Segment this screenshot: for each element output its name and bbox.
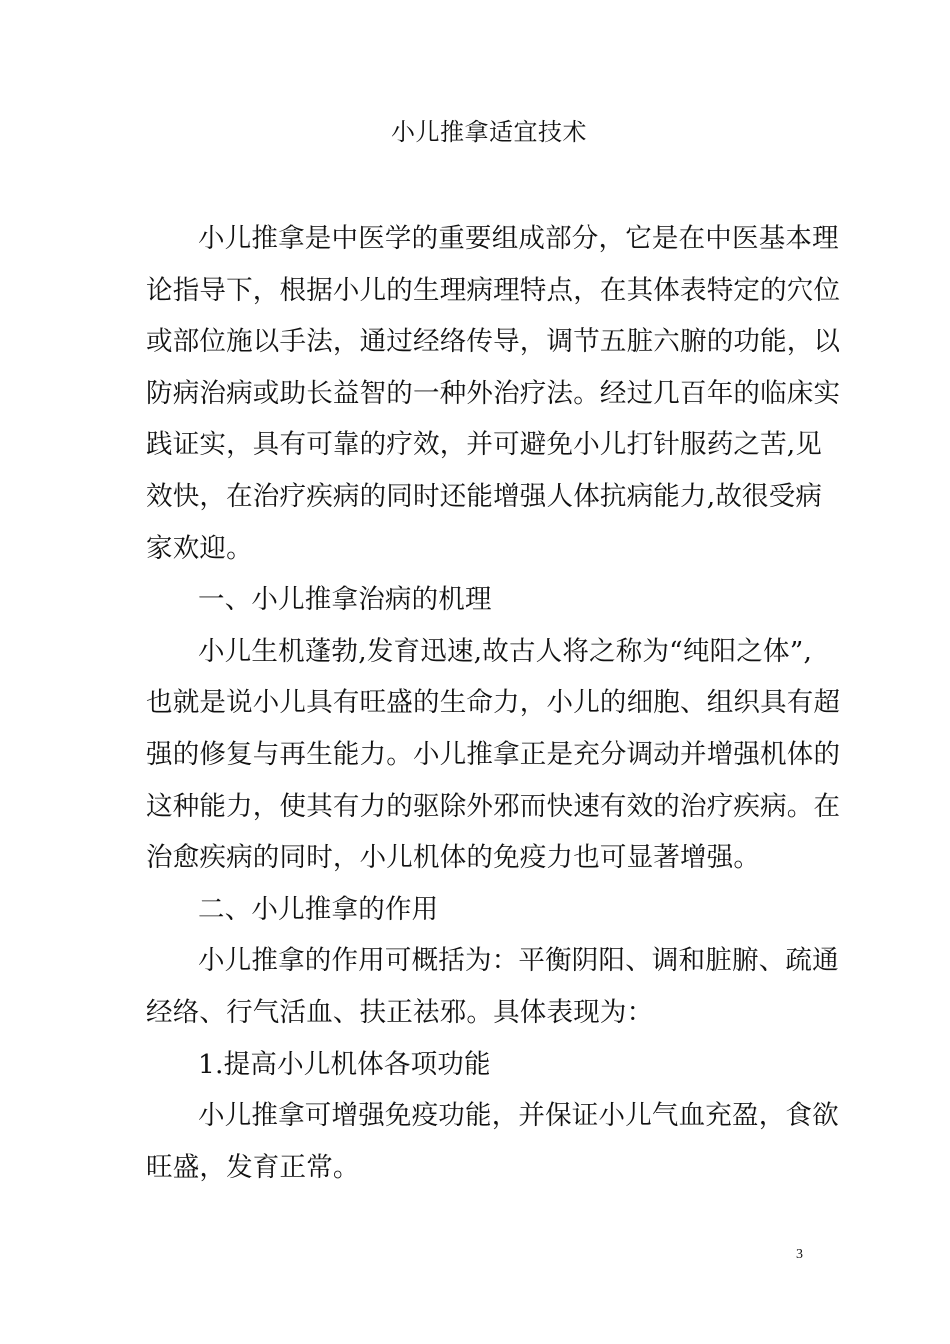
subheading-function: 1.提高小儿机体各项功能 <box>198 1048 491 1080</box>
paragraph-intro-line-3: 或部位施以手法，通过经络传导，调节五脏六腑的功能，以 <box>146 326 841 358</box>
paragraph-intro-line-7: 家欢迎。 <box>146 532 253 564</box>
page-number: 3 <box>796 1247 803 1262</box>
paragraph-mechanism-line-5: 治愈疾病的同时，小儿机体的免疫力也可显著增强。 <box>146 842 761 874</box>
paragraph-mechanism-line-1: 小儿生机蓬勃,发育迅速,故古人将之称为“纯阳之体”, <box>198 635 813 667</box>
paragraph-intro-line-1: 小儿推拿是中医学的重要组成部分，它是在中医基本理 <box>198 223 839 254</box>
paragraph-function-line-2: 旺盛，发育正常。 <box>146 1151 360 1183</box>
paragraph-mechanism-line-2: 也就是说小儿具有旺盛的生命力，小儿的细胞、组织具有超 <box>146 687 841 719</box>
paragraph-mechanism-line-4: 这种能力，使其有力的驱除外邪而快速有效的治疗疾病。在 <box>146 790 841 822</box>
paragraph-intro-line-2: 论指导下，根据小儿的生理病理特点，在其体表特定的穴位 <box>146 274 841 306</box>
section-heading-mechanism: 一、小儿推拿治病的机理 <box>198 584 492 616</box>
paragraph-intro-line-6: 效快，在治疗疾病的同时还能增强人体抗病能力,故很受病 <box>146 480 823 512</box>
paragraph-effects-line-2: 经络、行气活血、扶正祛邪。具体表现为： <box>146 996 654 1028</box>
section-heading-effects: 二、小儿推拿的作用 <box>198 893 439 925</box>
paragraph-effects-line-1: 小儿推拿的作用可概括为：平衡阴阳、调和脏腑、疏通 <box>198 945 839 977</box>
paragraph-mechanism-line-3: 强的修复与再生能力。小儿推拿正是充分调动并增强机体的 <box>146 738 841 770</box>
document-body <box>146 213 841 1193</box>
document-title: 小儿推拿适宜技术 <box>391 118 587 146</box>
paragraph-intro-line-4: 防病治病或助长益智的一种外治疗法。经过几百年的临床实 <box>146 377 841 409</box>
paragraph-intro-line-5: 践证实，具有可靠的疗效，并可避免小儿打针服药之苦,见 <box>146 429 823 461</box>
paragraph-function-line-1: 小儿推拿可增强免疫功能，并保证小儿气血充盈，食欲 <box>198 1100 839 1132</box>
